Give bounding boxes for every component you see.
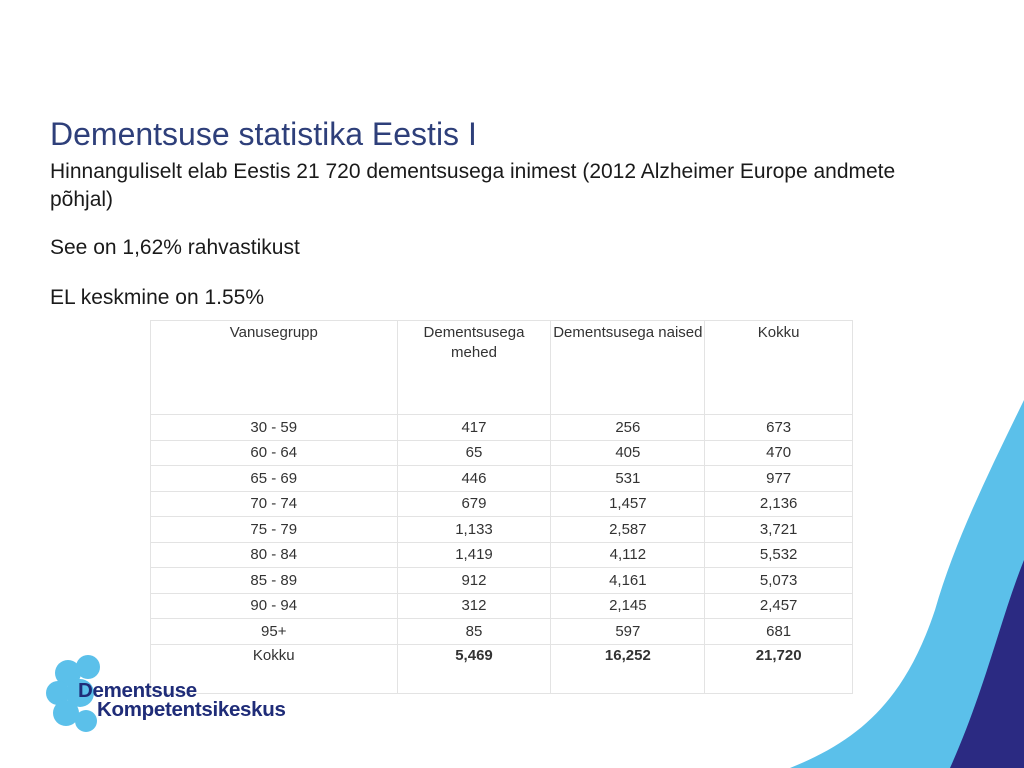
cell-total: 2,457 bbox=[705, 593, 853, 619]
table-row bbox=[151, 517, 853, 543]
cell-total: 5,532 bbox=[705, 542, 853, 568]
table-row bbox=[151, 619, 853, 645]
table-row bbox=[151, 440, 853, 466]
page-title: Dementsuse statistika Eestis I bbox=[50, 116, 477, 152]
header-men: Dementsusega mehed bbox=[397, 321, 551, 415]
paragraph-eu-average: EL keskmine on 1.55% bbox=[50, 286, 265, 309]
table-row bbox=[151, 568, 853, 594]
cell-women: 405 bbox=[551, 440, 705, 466]
dementia-stats-table bbox=[150, 320, 853, 694]
logo-text-line2: Kompetentsikeskus bbox=[97, 698, 286, 721]
cell-men: 417 bbox=[397, 415, 551, 441]
table-row bbox=[151, 466, 853, 492]
cell-age-group: 30 - 59 bbox=[151, 415, 398, 441]
cell-total-women: 16,252 bbox=[551, 644, 705, 693]
cell-men: 65 bbox=[397, 440, 551, 466]
cell-grand-total: 21,720 bbox=[705, 644, 853, 693]
cell-age-group: 70 - 74 bbox=[151, 491, 398, 517]
cell-total: 2,136 bbox=[705, 491, 853, 517]
cell-women: 2,587 bbox=[551, 517, 705, 543]
cell-women: 531 bbox=[551, 466, 705, 492]
logo-text-line1: Dementsuse bbox=[78, 679, 197, 702]
cell-total: 470 bbox=[705, 440, 853, 466]
cell-total: 3,721 bbox=[705, 517, 853, 543]
cell-men: 679 bbox=[397, 491, 551, 517]
cell-women: 2,145 bbox=[551, 593, 705, 619]
cell-age-group: 65 - 69 bbox=[151, 466, 398, 492]
cell-total: 5,073 bbox=[705, 568, 853, 594]
cell-total: 673 bbox=[705, 415, 853, 441]
table-row bbox=[151, 593, 853, 619]
paragraph-percentage: See on 1,62% rahvastikust bbox=[50, 236, 300, 259]
header-total: Kokku bbox=[705, 321, 853, 415]
cell-men: 1,419 bbox=[397, 542, 551, 568]
cell-total-label: Kokku bbox=[151, 644, 398, 693]
cell-men: 85 bbox=[397, 619, 551, 645]
cell-age-group: 90 - 94 bbox=[151, 593, 398, 619]
cell-men: 912 bbox=[397, 568, 551, 594]
cell-women: 597 bbox=[551, 619, 705, 645]
cell-women: 4,161 bbox=[551, 568, 705, 594]
table-row bbox=[151, 415, 853, 441]
table-header-row bbox=[151, 321, 853, 415]
cell-total: 977 bbox=[705, 466, 853, 492]
cell-age-group: 85 - 89 bbox=[151, 568, 398, 594]
cell-age-group: 60 - 64 bbox=[151, 440, 398, 466]
cell-age-group: 75 - 79 bbox=[151, 517, 398, 543]
cell-men: 1,133 bbox=[397, 517, 551, 543]
header-age-group: Vanusegrupp bbox=[151, 321, 398, 415]
cell-men: 446 bbox=[397, 466, 551, 492]
cell-women: 1,457 bbox=[551, 491, 705, 517]
cell-age-group: 95+ bbox=[151, 619, 398, 645]
cell-total: 681 bbox=[705, 619, 853, 645]
table-row bbox=[151, 491, 853, 517]
cell-women: 4,112 bbox=[551, 542, 705, 568]
paragraph-estimate: Hinnanguliselt elab Eestis 21 720 dementsusega inimest (2012 Alzheimer Europe andmete põhjal) bbox=[50, 160, 896, 211]
table-row bbox=[151, 542, 853, 568]
cell-men: 312 bbox=[397, 593, 551, 619]
cell-total-men: 5,469 bbox=[397, 644, 551, 693]
cell-women: 256 bbox=[551, 415, 705, 441]
header-women: Dementsusega naised bbox=[551, 321, 705, 415]
cell-age-group: 80 - 84 bbox=[151, 542, 398, 568]
